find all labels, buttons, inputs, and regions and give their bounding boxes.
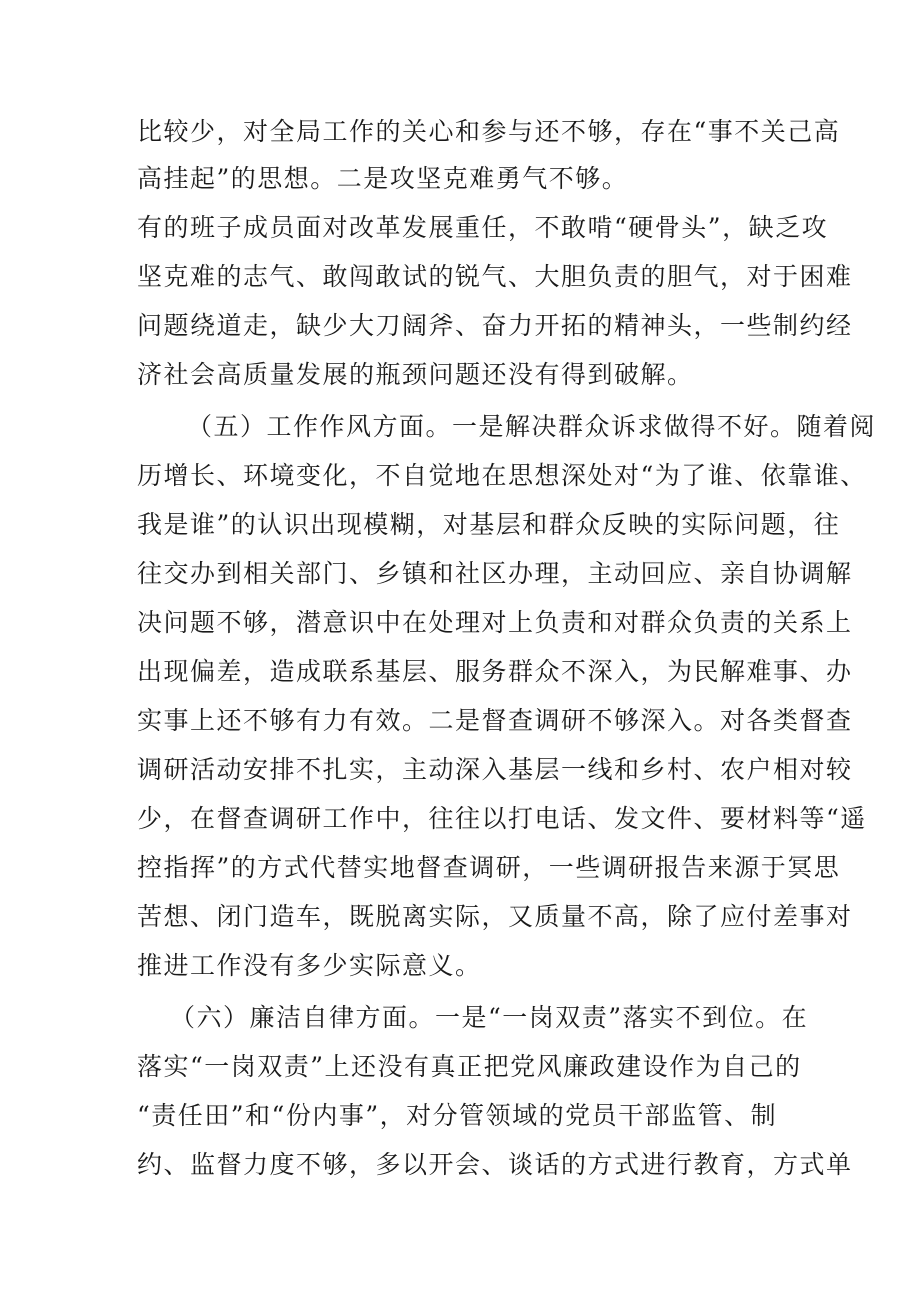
- text-line: 调研活动安排不扎实，主动深入基层一线和乡村、农户相对较: [137, 755, 853, 784]
- text-line: 坚克难的志气、敢闯敢试的锐气、大胆负责的胆气，对于困难: [137, 262, 853, 291]
- text-line: 出现偏差，造成联系基层、服务群众不深入，为民解难事、办: [137, 657, 853, 686]
- text-line: 我是谁”的认识出现模糊，对基层和群众反映的实际问题，往: [137, 510, 841, 539]
- text-line: （五）工作作风方面。一是解决群众诉求做得不好。随着阅: [187, 412, 877, 441]
- text-line: 推进工作没有多少实际意义。: [137, 951, 482, 980]
- text-line: 控指挥”的方式代替实地督查调研，一些调研报告来源于冥思: [137, 853, 841, 882]
- text-line: 落实“一岗双责”上还没有真正把党风廉政建设作为自己的: [137, 1052, 802, 1081]
- text-line: 高挂起”的思想。二是攻坚克难勇气不够。: [137, 164, 629, 193]
- text-line: “责任田”和“份内事”，对分管领域的党员干部监管、制: [137, 1101, 778, 1130]
- text-line: 约、监督力度不够，多以开会、谈话的方式进行教育，方式单: [137, 1150, 853, 1179]
- text-line: 决问题不够，潜意识中在处理对上负责和对群众负责的关系上: [137, 608, 853, 637]
- text-line: 苦想、闭门造车，既脱离实际，又质量不高，除了应付差事对: [137, 902, 853, 931]
- text-line: （六）廉洁自律方面。一是“一岗双责”落实不到位。在: [170, 1003, 809, 1032]
- text-line: 问题绕道走，缺少大刀阔斧、奋力开拓的精神头，一些制约经: [137, 311, 853, 340]
- text-line: 历增长、环境变化，不自觉地在思想深处对“为了谁、依靠谁、: [137, 461, 867, 490]
- text-line: 有的班子成员面对改革发展重任，不敢啃“硬骨头”，缺乏攻: [137, 213, 829, 242]
- text-line: 比较少，对全局工作的关心和参与还不够，存在“事不关己高: [137, 117, 841, 146]
- text-line: 实事上还不够有力有效。二是督查调研不够深入。对各类督查: [137, 706, 853, 735]
- text-line: 济社会高质量发展的瓶颈问题还没有得到破解。: [137, 360, 694, 389]
- text-line: 往交办到相关部门、乡镇和社区办理，主动回应、亲自协调解: [137, 559, 853, 588]
- text-line: 少，在督查调研工作中，往往以打电话、发文件、要材料等“遥: [137, 804, 867, 833]
